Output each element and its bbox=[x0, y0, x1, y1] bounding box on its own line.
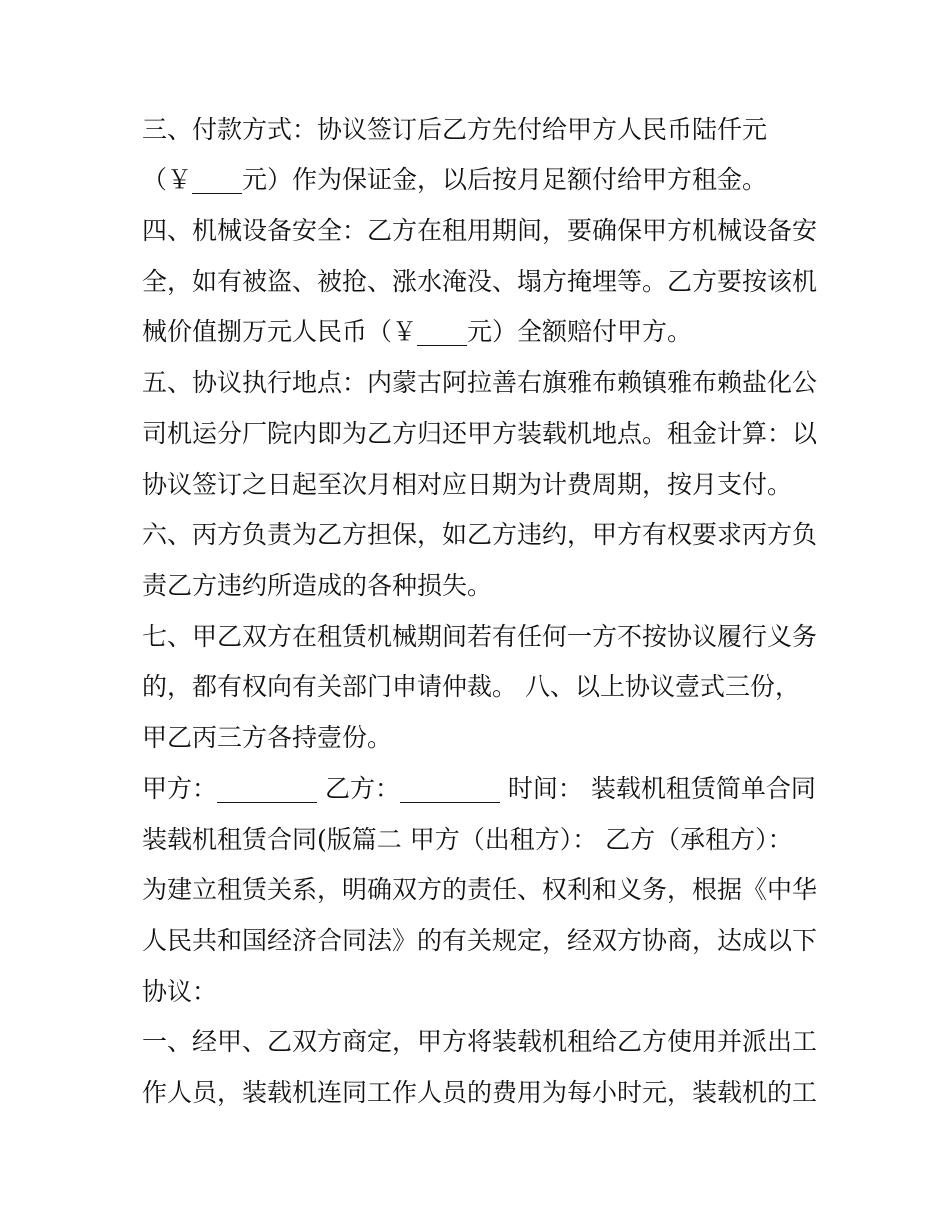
text-line: 三、付款方式：协议签订后乙方先付给甲方人民币陆仟元 bbox=[142, 115, 768, 144]
text-line: 全，如有被盗、被抢、涨水淹没、塌方掩埋等。乙方要按该机 bbox=[142, 267, 818, 296]
text-line: 为建立租赁关系，明确双方的责任、权利和义务，根据《中华 bbox=[142, 875, 818, 904]
text-line: 司机运分厂院内即为乙方归还甲方装载机地点。租金计算：以 bbox=[142, 419, 818, 448]
text-line: 作人员，装载机连同工作人员的费用为每小时元，装载机的工 bbox=[142, 1078, 818, 1107]
text-line: 的，都有权向有关部门申请仲裁。 八、以上协议壹式三份， bbox=[142, 672, 800, 701]
text-line: 械价值捌万元人民币（￥____元）全额赔付甲方。 bbox=[142, 317, 693, 346]
text-line: 甲乙丙三方各持壹份。 bbox=[142, 723, 393, 752]
text-line: 七、甲乙双方在租赁机械期间若有任何一方不按协议履行义务 bbox=[142, 622, 818, 651]
text-line: 人民共和国经济合同法》的有关规定，经双方协商，达成以下 bbox=[142, 926, 818, 955]
text-line: 一、经甲、乙双方商定，甲方将装载机租给乙方使用并派出工 bbox=[142, 1027, 818, 1056]
text-line: 协议： bbox=[142, 977, 218, 1006]
text-line: 装载机租赁合同(版篇二 甲方（出租方）： 乙方（承租方）： bbox=[142, 825, 793, 854]
text-line: 责乙方违约所造成的各种损失。 bbox=[142, 571, 493, 600]
text-line: 五、协议执行地点：内蒙古阿拉善右旗雅布赖镇雅布赖盐化公 bbox=[142, 368, 818, 397]
text-line: （￥____元）作为保证金，以后按月足额付给甲方租金。 bbox=[142, 165, 768, 194]
text-line: 协议签订之日起至次月相对应日期为计费周期，按月支付。 bbox=[142, 470, 793, 499]
text-line: 四、机械设备安全：乙方在租用期间，要确保甲方机械设备安 bbox=[142, 216, 818, 245]
text-line: 甲方：________ 乙方：________ 时间： 装载机租赁简单合同 bbox=[142, 774, 816, 803]
text-line: 六、丙方负责为乙方担保，如乙方违约，甲方有权要求丙方负 bbox=[142, 520, 818, 549]
